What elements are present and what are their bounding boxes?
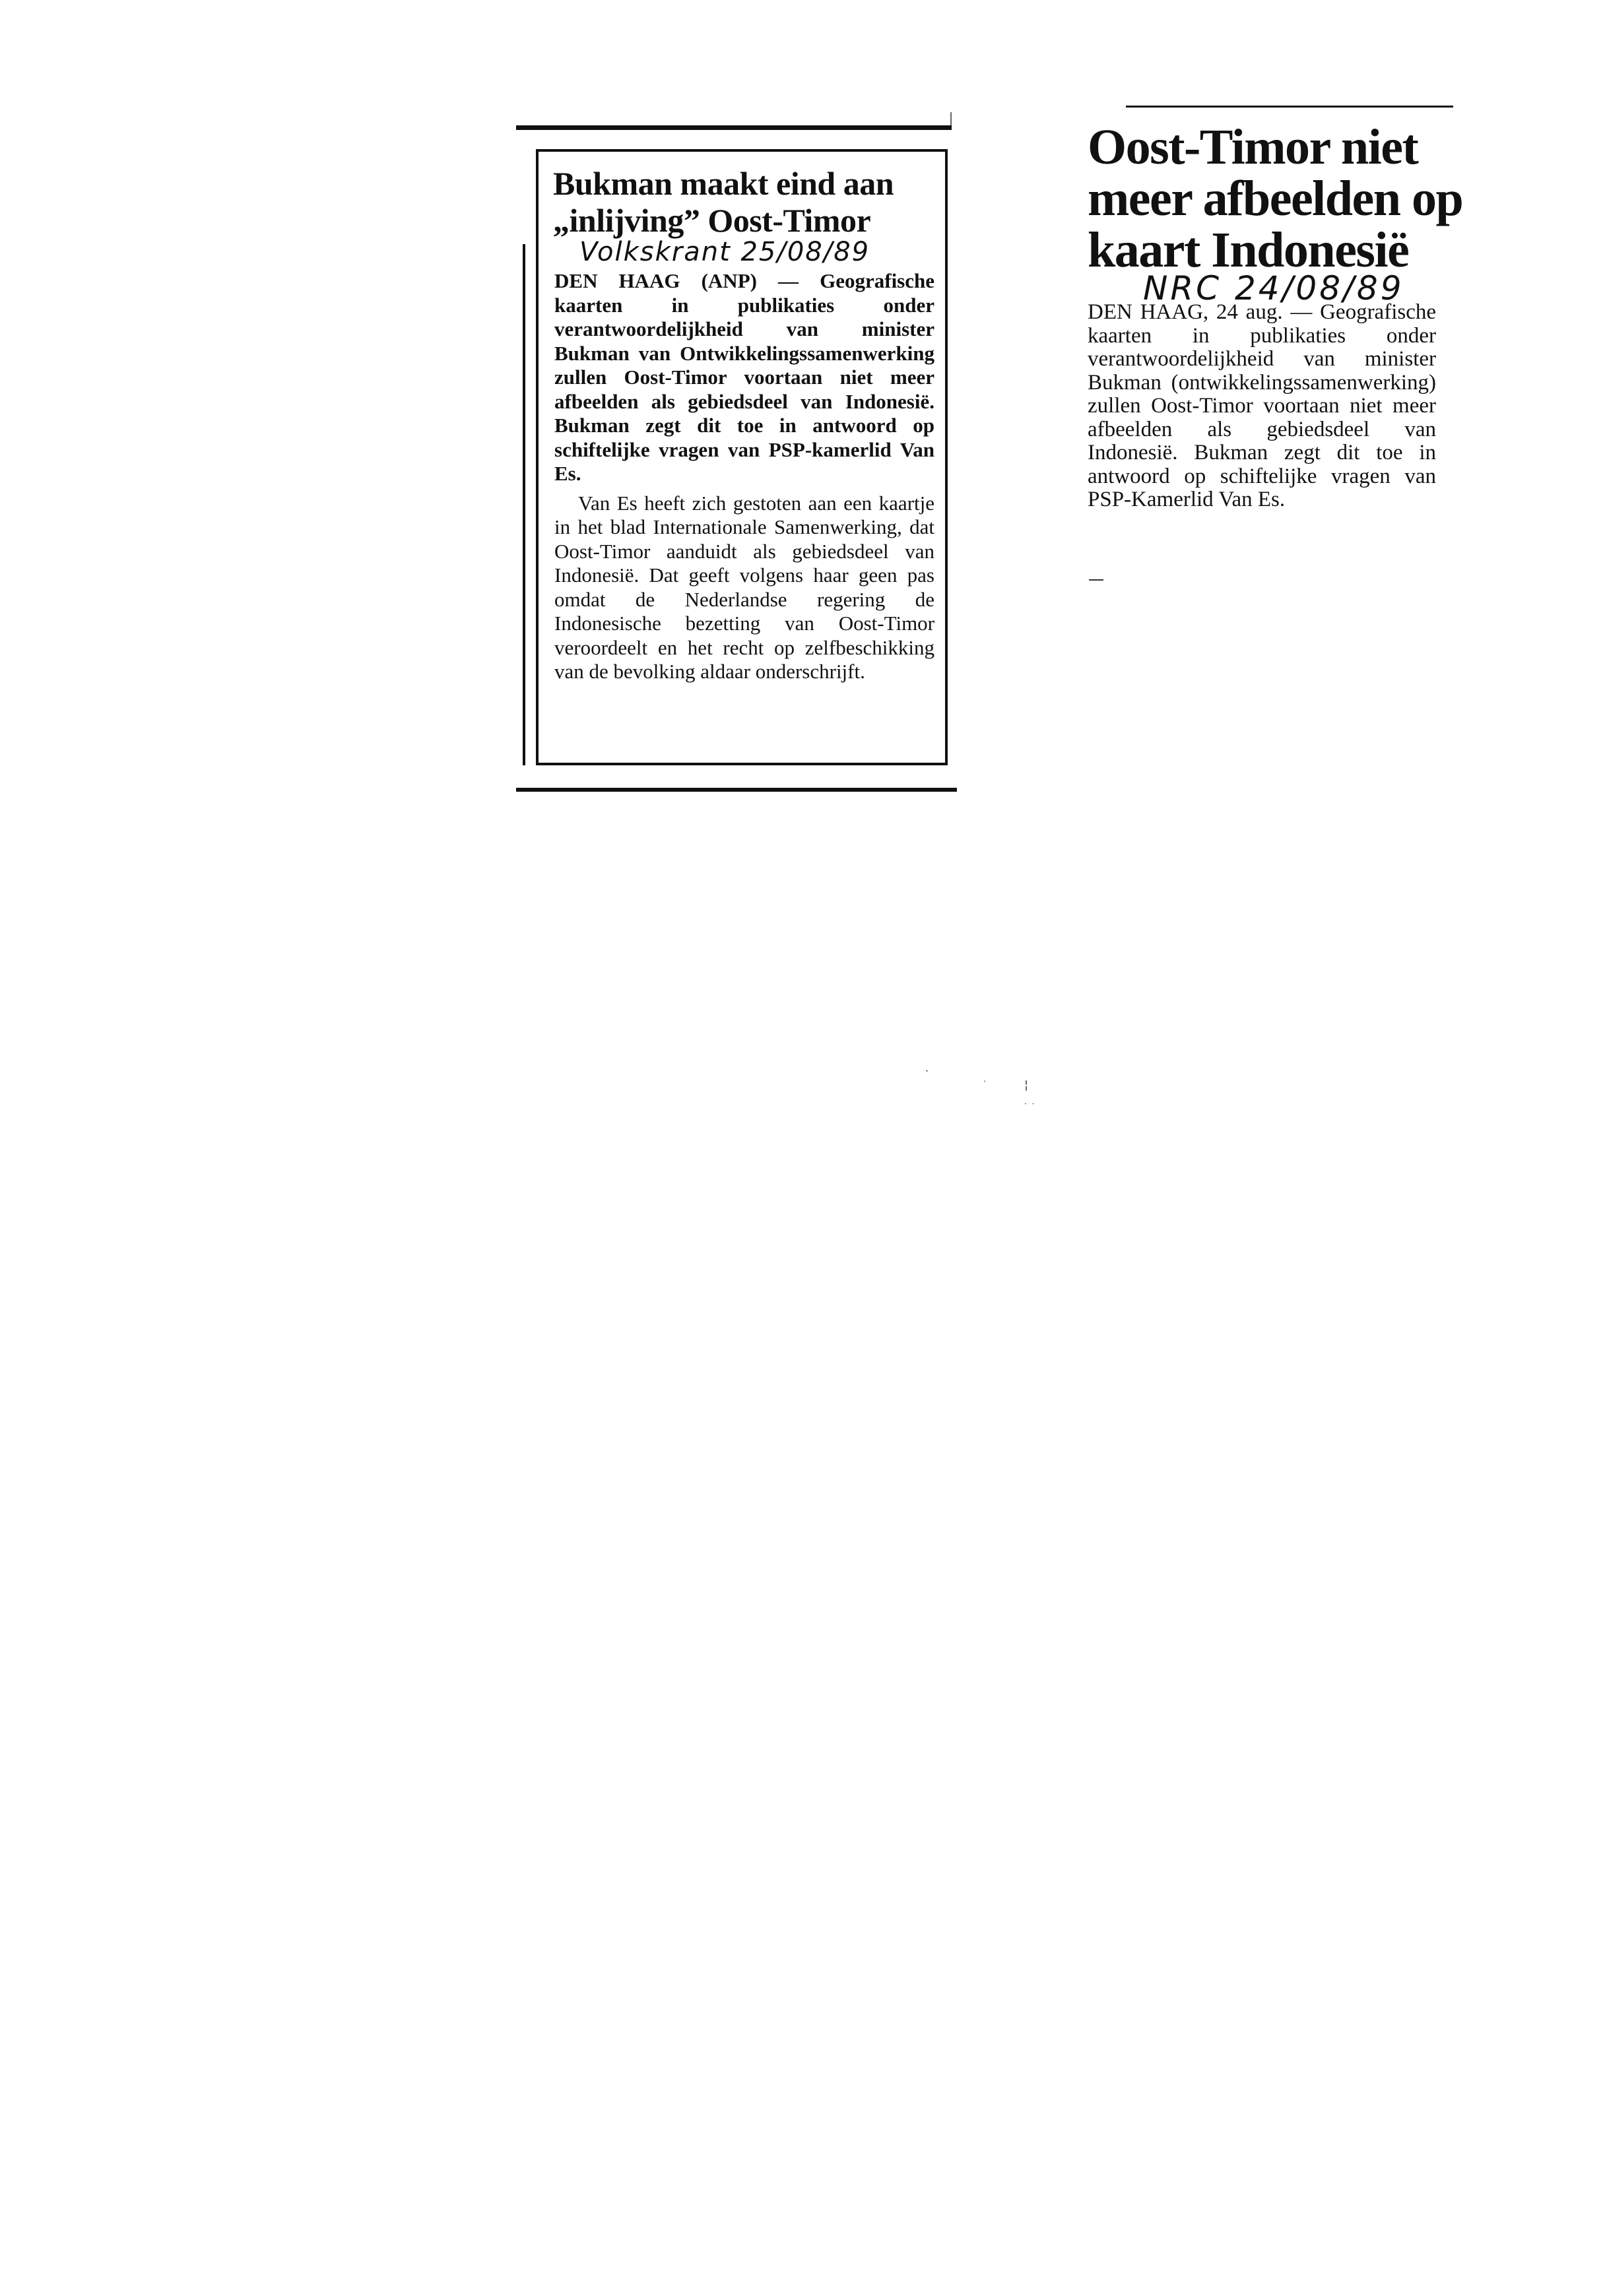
right-clipping-body-text: Geografische kaarten in publikaties onder verantwoordelijkheid van minister Bukman (ontwikkelingssamenwerking) zullen Oost-Timor voortaan niet meer afbeelden als gebiedsdeel van Indonesië. Bukman zegt dit toe in antwoord op schiftelijke vragen van PSP-Kamerlid Van Es.	[1088, 300, 1437, 511]
right-clipping-handwritten-source: NRC 24/08/89	[1143, 269, 1404, 307]
left-clipping-lead-paragraph	[554, 269, 934, 486]
right-clipping-top-rule	[1126, 106, 1453, 108]
left-clipping-side-bar	[523, 244, 525, 765]
left-clipping-article-body	[554, 269, 934, 684]
left-clipping-handwritten-source: Volkskrant 25/08/89	[579, 237, 870, 267]
left-clipping-top-rule	[516, 125, 952, 130]
right-clipping-headline: Oost-Timor niet meer afbeelden op kaart Indonesië	[1088, 119, 1463, 278]
scan-mark	[950, 112, 952, 127]
left-clipping-bottom-rule	[516, 788, 957, 792]
left-clipping-paragraph-2: Van Es heeft zich gestoten aan een kaartje in het blad Internationale Samenwerking, dat Oost-Timor aanduidt als gebiedsdeel van Indonesië. Dat geeft volgens haar geen pas omdat de Nederlandse regering de Indonesische bezetting van Oost-Timor veroordeelt en het recht op zelfbeschikking van de bevolking aldaar onderschrijft.	[554, 491, 934, 683]
right-clipping-article-body	[1088, 301, 1436, 512]
left-clipping-headline: Bukman maakt eind aan „inlijving” Oost-Timor	[553, 165, 894, 239]
right-clipping-dateline: DEN HAAG, 24 aug. —	[1088, 300, 1313, 324]
scan-speck: ¦	[1024, 1078, 1029, 1092]
left-clipping-lead-text: Geografische kaarten in publikaties onder verantwoordelijkheid van minister Bukman van Ontwikkelingssamenwerking zullen Oost-Timor voortaan niet meer afbeelden als gebiedsdeel van Indonesië. Bukman zegt dit toe in antwoord op schiftelijke vragen van PSP-kamerlid Van Es.	[554, 269, 934, 485]
right-clipping-end-dash	[1089, 579, 1103, 581]
scan-speck: ·	[983, 1077, 986, 1086]
scan-speck: · ·	[1024, 1099, 1036, 1108]
left-clipping-dateline: DEN HAAG (ANP) —	[554, 269, 799, 292]
scan-speck: ˙	[924, 1069, 930, 1083]
